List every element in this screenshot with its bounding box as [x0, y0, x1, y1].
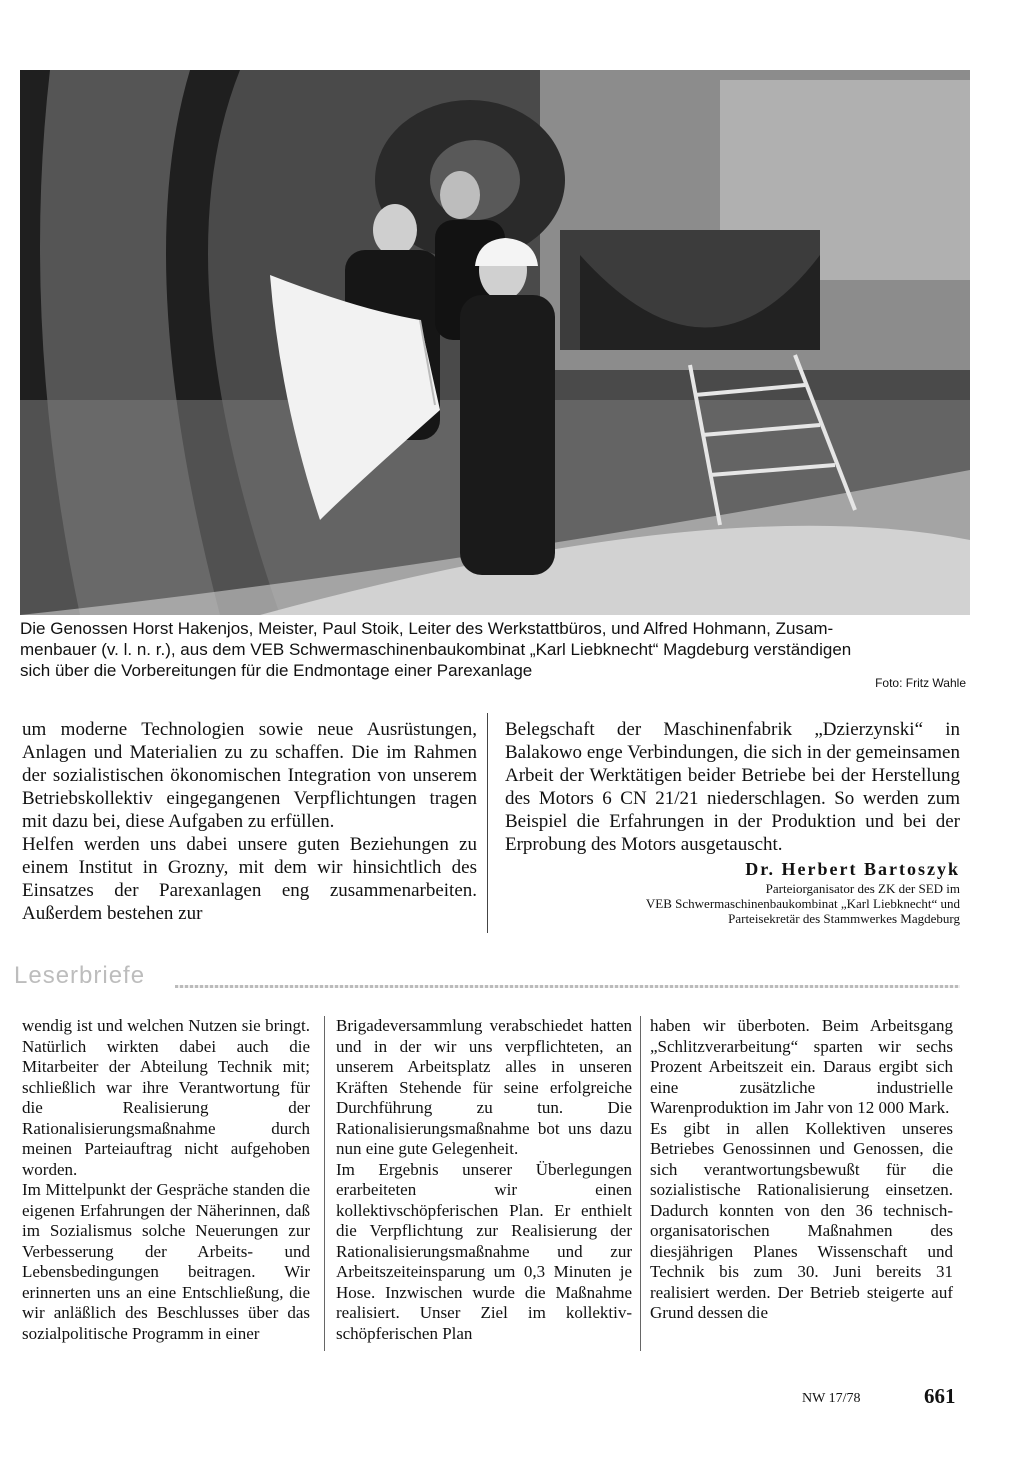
letters-column-3 — [650, 1016, 953, 1324]
letters-column-2 — [336, 1016, 632, 1344]
page-number: 661 — [924, 1384, 956, 1408]
issue-number: NW 17/78 — [802, 1391, 861, 1406]
photo-illustration — [20, 70, 970, 615]
letters-paragraph: haben wir überboten. Beim Arbeitsgang „Schlitzverarbeitung“ sparten wir sechs Prozent Arbeitszeit ein. Daraus ergibt sich eine zusätzliche industrielle Warenproduktion im Jahr von 12 000 Mark. — [650, 1016, 953, 1117]
author-name: Dr. Herbert Bartoszyk — [745, 859, 960, 879]
letters-paragraph: Im Ergebnis unserer Überlegungen erarbeiteten wir einen kollektivschöpferischen Plan. Er enthielt die Verpflichtung zur Realisierung der Rationalisierungsmaßnahme und zur Arbeitszeiteinsparung um 0,3 Minuten je Hose. Inzwischen wurde die Maßnahme realisiert. Unser Ziel im kollektiv-schöpferischen Plan — [336, 1159, 632, 1343]
author-role-line-2: VEB Schwermaschinenbaukombinat „Karl Liebknecht“ und — [645, 896, 960, 911]
section-rule — [175, 985, 960, 988]
article-column-1 — [22, 718, 477, 925]
caption-line-1: Die Genossen Horst Hakenjos, Meister, Paul Stoik, Leiter des Werkstattbüros, und Alfred Hohmann, Zusam- — [20, 619, 834, 638]
photo-caption — [20, 618, 970, 681]
column-divider — [487, 713, 488, 933]
caption-line-2: menbauer (v. l. n. r.), aus dem VEB Schwermaschinenbaukombinat „Karl Liebknecht“ Magdeburg verständigen — [20, 640, 852, 659]
letters-paragraph: Brigadeversammlung verabschiedet hatten und in der wir uns verpflichteten, an unserem Arbeitsplatz alles in unseren Kräften Stehende für seine erfolgreiche Durchführung zu tun. Die Rationalisierungsmaßnahme bot uns dazu nun eine gute Gelegenheit. — [336, 1016, 632, 1158]
letters-column-1 — [22, 1016, 310, 1344]
letters-paragraph: Im Mittelpunkt der Gespräche standen die eigenen Erfahrungen der Näherinnen, daß im Sozialismus solche Neuerungen zur Verbesserung der Arbeits- und Lebensbedingungen beitragen. Wir erinnerten uns an eine Entschließung, die wir anläßlich des Beschlusses über das sozialpolitische Programm in einer — [22, 1180, 310, 1343]
article-paragraph: Helfen werden uns dabei unsere guten Beziehungen zu einem Institut in Grozny, mit dem wir hinsichtlich des Einsatzes der Parexanlagen eng zusammenarbeiten. Außerdem bestehen zur — [22, 834, 477, 924]
author-role-line-3: Parteisekretär des Stammwerkes Magdeburg — [728, 911, 960, 926]
column-divider — [324, 1016, 325, 1351]
caption-line-3: sich über die Vorbereitungen für die Endmontage einer Parexanlage — [20, 661, 533, 680]
section-title: Leserbriefe — [14, 962, 146, 989]
letters-paragraph: wendig ist und welchen Nutzen sie bringt. Natürlich wirkten dabei auch die Mitarbeiter der Abteilung Technik mit; schließlich war ihre Verantwortung für die Realisierung der Rationalisierungsmaßnahme durch meinen Parteiauftrag nicht aufgehoben worden. — [22, 1016, 310, 1179]
article-paragraph: Belegschaft der Maschinenfabrik „Dzierzynski“ in Balakowo enge Verbindungen, die sich in der gemeinsamen Arbeit der Werktätigen beider Betriebe bei der Herstellung des Motors 6 CN 21/21 niederschlagen. So werden zum Beispiel die Erfahrungen in der Produktion und bei der Erprobung des Motors ausgetauscht. — [505, 719, 960, 855]
letters-paragraph: Es gibt in allen Kollektiven unseres Betriebes Genossinnen und Genossen, die sich verantwortungsbewußt für die sozialistische Rationalisierung einsetzen. Dadurch konnten von den 36 technisch-organisatorischen Maßnahmen des diesjährigen Planes Wissenschaft und Technik bis zum 30. Juni bereits 31 realisiert werden. Der Betrieb steigerte auf Grund dessen die — [650, 1118, 953, 1322]
article-column-2 — [505, 718, 960, 926]
author-role-line-1: Parteiorganisator des ZK der SED im — [765, 881, 960, 896]
photo-credit: Foto: Fritz Wahle — [875, 676, 966, 690]
article-paragraph: um moderne Technologien sowie neue Ausrüstungen, Anlagen und Materialien zu zu schaffen. Die im Rahmen der sozialistischen ökonomischen Integration von unserem Betriebskollektiv eingegangenen Verpflichtungen tragen mit dazu bei, diese Aufgaben zu erfüllen. — [22, 719, 477, 832]
workshop-photo — [20, 70, 970, 615]
column-divider — [640, 1016, 641, 1351]
